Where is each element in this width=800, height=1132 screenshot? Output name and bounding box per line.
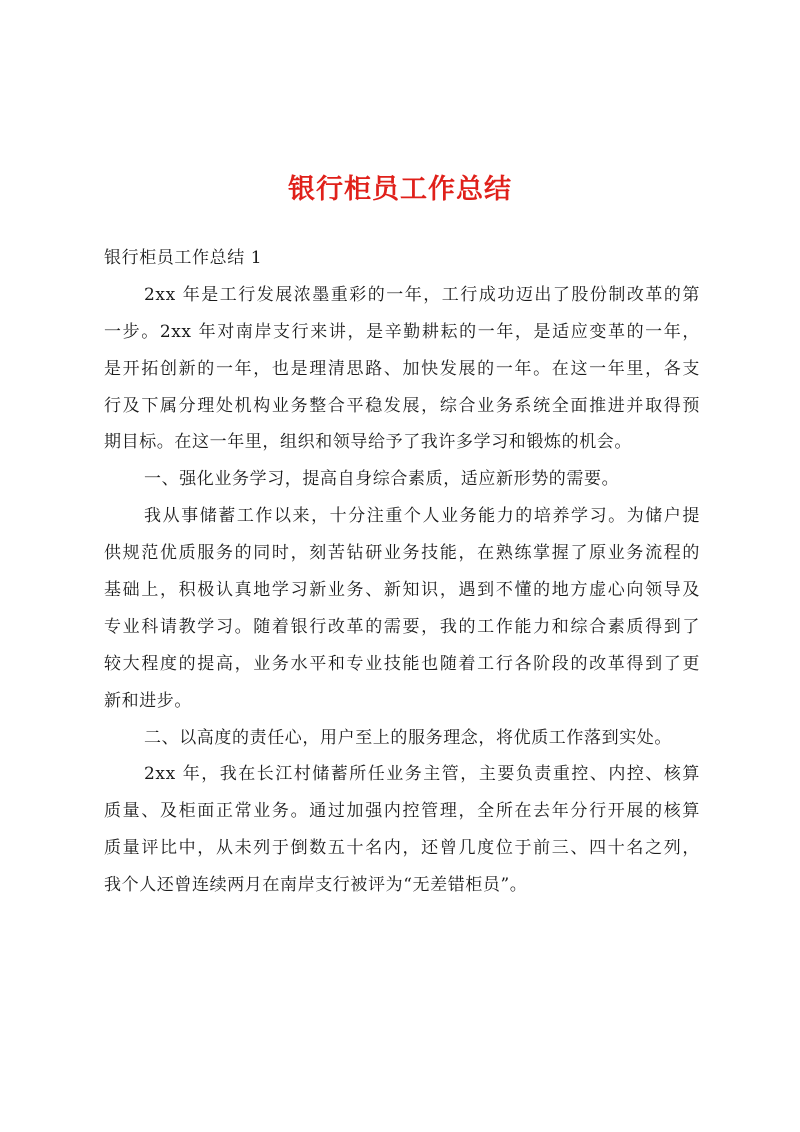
paragraph-line: 较大程度的提高，业务水平和专业技能也随着工行各阶段的改革得到了更 xyxy=(104,653,700,674)
paragraph-line: 质量、及柜面正常业务。通过加强内控管理，全所在去年分行开展的核算 xyxy=(104,801,700,822)
paragraph-line: 供规范优质服务的同时，刻苦钻研业务技能，在熟练掌握了原业务流程的 xyxy=(104,543,700,564)
paragraph-line: 是开拓创新的一年，也是理清思路、加快发展的一年。在这一年里，各支 xyxy=(104,358,700,379)
document-body xyxy=(104,240,700,904)
subheading: 一、强化业务学习，提高自身综合素质，适应新形势的需要。 xyxy=(144,469,620,490)
paragraph-line: 我个人还曾连续两月在南岸支行被评为“无差错柜员”。 xyxy=(104,875,528,896)
paragraph-line: 期目标。在这一年里，组织和领导给予了我许多学习和锻炼的机会。 xyxy=(104,432,632,453)
paragraph-line: 一步。2xx 年对南岸支行来讲，是辛勤耕耘的一年，是适应变革的一年， xyxy=(104,321,700,342)
document-title: 银行柜员工作总结 xyxy=(288,174,512,205)
paragraph-line: 我从事储蓄工作以来，十分注重个人业务能力的培养学习。为储户提 xyxy=(144,506,700,527)
paragraph-line: 2xx 年是工行发展浓墨重彩的一年，工行成功迈出了股份制改革的第 xyxy=(144,284,700,305)
section-heading: 银行柜员工作总结 1 xyxy=(104,248,263,268)
paragraph-line: 质量评比中，从未列于倒数五十名内，还曾几度位于前三、四十名之列， xyxy=(104,838,700,859)
paragraph-line: 行及下属分理处机构业务整合平稳发展，综合业务系统全面推进并取得预 xyxy=(104,395,700,416)
paragraph-line: 基础上，积极认真地学习新业务、新知识，遇到不懂的地方虚心向领导及 xyxy=(104,580,700,601)
paragraph-line: 专业科请教学习。随着银行改革的需要，我的工作能力和综合素质得到了 xyxy=(104,616,700,637)
subheading: 二、以高度的责任心，用户至上的服务理念，将优质工作落到实处。 xyxy=(144,727,672,748)
paragraph-line: 2xx 年，我在长江村储蓄所任业务主管，主要负责重控、内控、核算 xyxy=(144,764,700,785)
paragraph-line: 新和进步。 xyxy=(104,690,192,711)
